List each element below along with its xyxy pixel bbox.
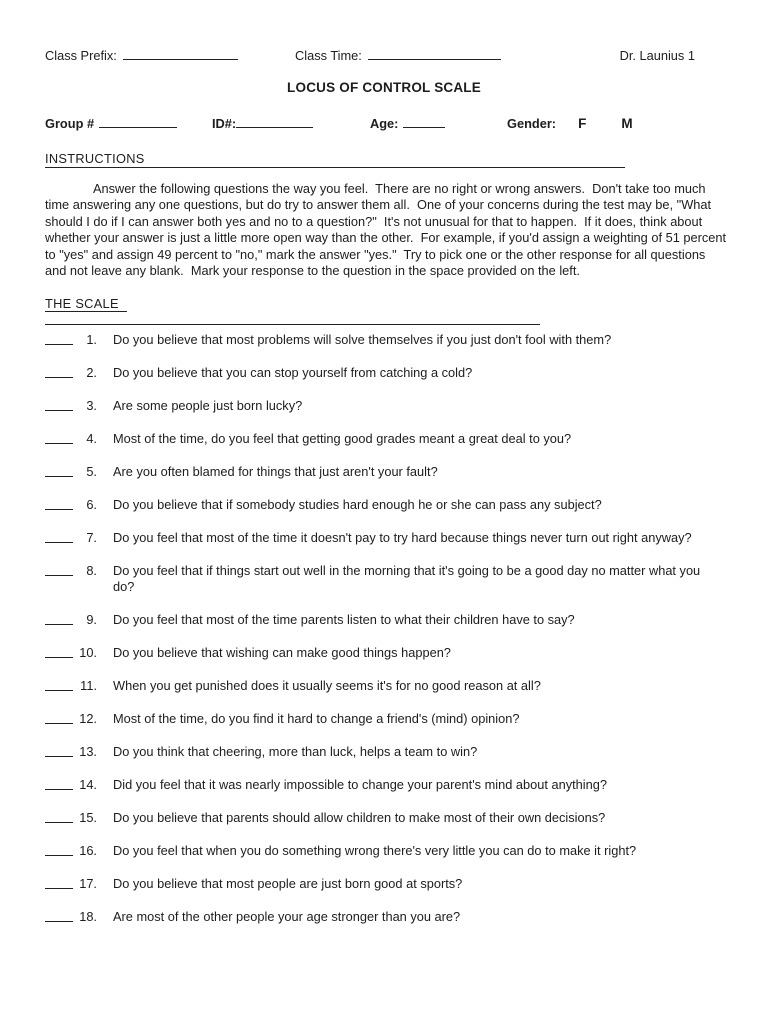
scale-heading: THE SCALE (45, 296, 127, 312)
class-prefix-blank[interactable] (123, 48, 238, 60)
page-header (45, 48, 723, 63)
question-row (45, 711, 723, 727)
page-title: LOCUS OF CONTROL SCALE (287, 80, 481, 95)
question-number: 10. (79, 645, 97, 661)
question-text: Did you feel that it was nearly impossible to change your parent's mind about anything? (113, 777, 607, 793)
question-row (45, 612, 723, 628)
question-row (45, 431, 723, 447)
age-label: Age: (370, 116, 399, 131)
question-number: 6. (86, 497, 97, 513)
question-number: 15. (79, 810, 97, 826)
gender-label: Gender: (507, 116, 557, 131)
age-field (370, 116, 507, 131)
answer-blank[interactable] (45, 563, 73, 576)
class-prefix-label: Class Prefix: (45, 48, 117, 63)
answer-blank[interactable] (45, 431, 73, 444)
question-row (45, 843, 723, 859)
demographics-row (45, 116, 723, 131)
question-text: Do you feel that most of the time it doesn't pay to try hard because things never turn out right anyway? (113, 530, 692, 546)
instructor-name: Dr. Launius 1 (619, 48, 695, 63)
question-row (45, 332, 723, 348)
answer-blank[interactable] (45, 909, 73, 922)
question-number: 18. (79, 909, 97, 925)
question-text: Most of the time, do you find it hard to change a friend's (mind) opinion? (113, 711, 520, 727)
class-time-blank[interactable] (368, 48, 501, 60)
group-field (45, 116, 212, 131)
question-row (45, 744, 723, 760)
question-text: Do you feel that most of the time parents listen to what their children have to say? (113, 612, 575, 628)
group-blank[interactable] (99, 116, 177, 128)
id-field (212, 116, 370, 131)
question-text: Do you believe that most people are just born good at sports? (113, 876, 463, 892)
question-row (45, 365, 723, 381)
question-row (45, 563, 723, 595)
question-number: 4. (86, 431, 97, 447)
question-text: Do you believe that parents should allow children to make most of their own decisions? (113, 810, 606, 826)
class-time-field (295, 48, 545, 63)
question-text: Most of the time, do you feel that getting good grades meant a great deal to you? (113, 431, 572, 447)
question-row (45, 530, 723, 546)
age-blank[interactable] (403, 116, 445, 128)
answer-blank[interactable] (45, 645, 73, 658)
answer-blank[interactable] (45, 365, 73, 378)
gender-field (507, 116, 633, 131)
question-number: 12. (79, 711, 97, 727)
question-number: 9. (86, 612, 97, 628)
id-blank[interactable] (236, 116, 313, 128)
question-number: 5. (86, 464, 97, 480)
question-row (45, 678, 723, 694)
question-text: Do you believe that wishing can make good things happen? (113, 645, 451, 661)
gender-option-female[interactable]: F (578, 116, 587, 131)
question-row (45, 497, 723, 513)
answer-blank[interactable] (45, 398, 73, 411)
class-prefix-field (45, 48, 295, 63)
question-number: 16. (79, 843, 97, 859)
question-row (45, 777, 723, 793)
answer-blank[interactable] (45, 843, 73, 856)
gender-option-male[interactable]: M (621, 116, 633, 131)
question-row (45, 876, 723, 892)
scale-divider-line (45, 324, 540, 325)
question-text: When you get punished does it usually seems it's for no good reason at all? (113, 678, 541, 694)
instructions-paragraph: Answer the following questions the way you feel. There are no right or wrong answers. Don't take too much time answering any one questions, but do try to answer them all. One of your concerns during the test may be, "What should I do if I can answer both yes and no to a question?" It's not unusual for that to happen. If it does, think about whether your answer is just a little more open way than the other. For example, if you'd assign a weighting of 51 percent to "yes" and assign 49 percent to "no," mark the answer "yes." Try to pick one or the other response for all questions and not leave any blank. Mark your response to the question in the space provided on the left. (45, 181, 730, 279)
question-text: Do you believe that if somebody studies hard enough he or she can pass any subject? (113, 497, 602, 513)
answer-blank[interactable] (45, 876, 73, 889)
question-number: 7. (86, 530, 97, 546)
question-text: Are you often blamed for things that just aren't your fault? (113, 464, 438, 480)
question-row (45, 645, 723, 661)
id-label: ID#: (212, 116, 237, 131)
question-number: 8. (86, 563, 97, 579)
question-number: 1. (86, 332, 97, 348)
answer-blank[interactable] (45, 810, 73, 823)
question-number: 3. (86, 398, 97, 414)
question-number: 2. (86, 365, 97, 381)
question-text: Do you believe that you can stop yourself from catching a cold? (113, 365, 473, 381)
answer-blank[interactable] (45, 530, 73, 543)
answer-blank[interactable] (45, 464, 73, 477)
question-number: 14. (79, 777, 97, 793)
question-row (45, 464, 723, 480)
group-label: Group # (45, 116, 95, 131)
answer-blank[interactable] (45, 332, 73, 345)
answer-blank[interactable] (45, 744, 73, 757)
question-row (45, 810, 723, 826)
answer-blank[interactable] (45, 612, 73, 625)
question-number: 11. (80, 678, 97, 694)
question-text: Are some people just born lucky? (113, 398, 303, 414)
class-time-label: Class Time: (295, 48, 362, 63)
question-text: Do you think that cheering, more than luck, helps a team to win? (113, 744, 478, 760)
question-text: Do you feel that when you do something wrong there's very little you can do to make it right? (113, 843, 637, 859)
question-text: Do you feel that if things start out well in the morning that it's going to be a good day no matter what you do? (113, 563, 701, 595)
instructions-heading: INSTRUCTIONS (45, 151, 625, 168)
question-row (45, 909, 723, 925)
question-row (45, 398, 723, 414)
question-number: 13. (79, 744, 97, 760)
answer-blank[interactable] (45, 678, 73, 691)
answer-blank[interactable] (45, 777, 73, 790)
question-list (45, 332, 723, 925)
question-number: 17. (79, 876, 97, 892)
question-text: Do you believe that most problems will solve themselves if you just don't fool with them? (113, 332, 612, 348)
answer-blank[interactable] (45, 711, 73, 724)
question-text: Are most of the other people your age stronger than you are? (113, 909, 461, 925)
answer-blank[interactable] (45, 497, 73, 510)
